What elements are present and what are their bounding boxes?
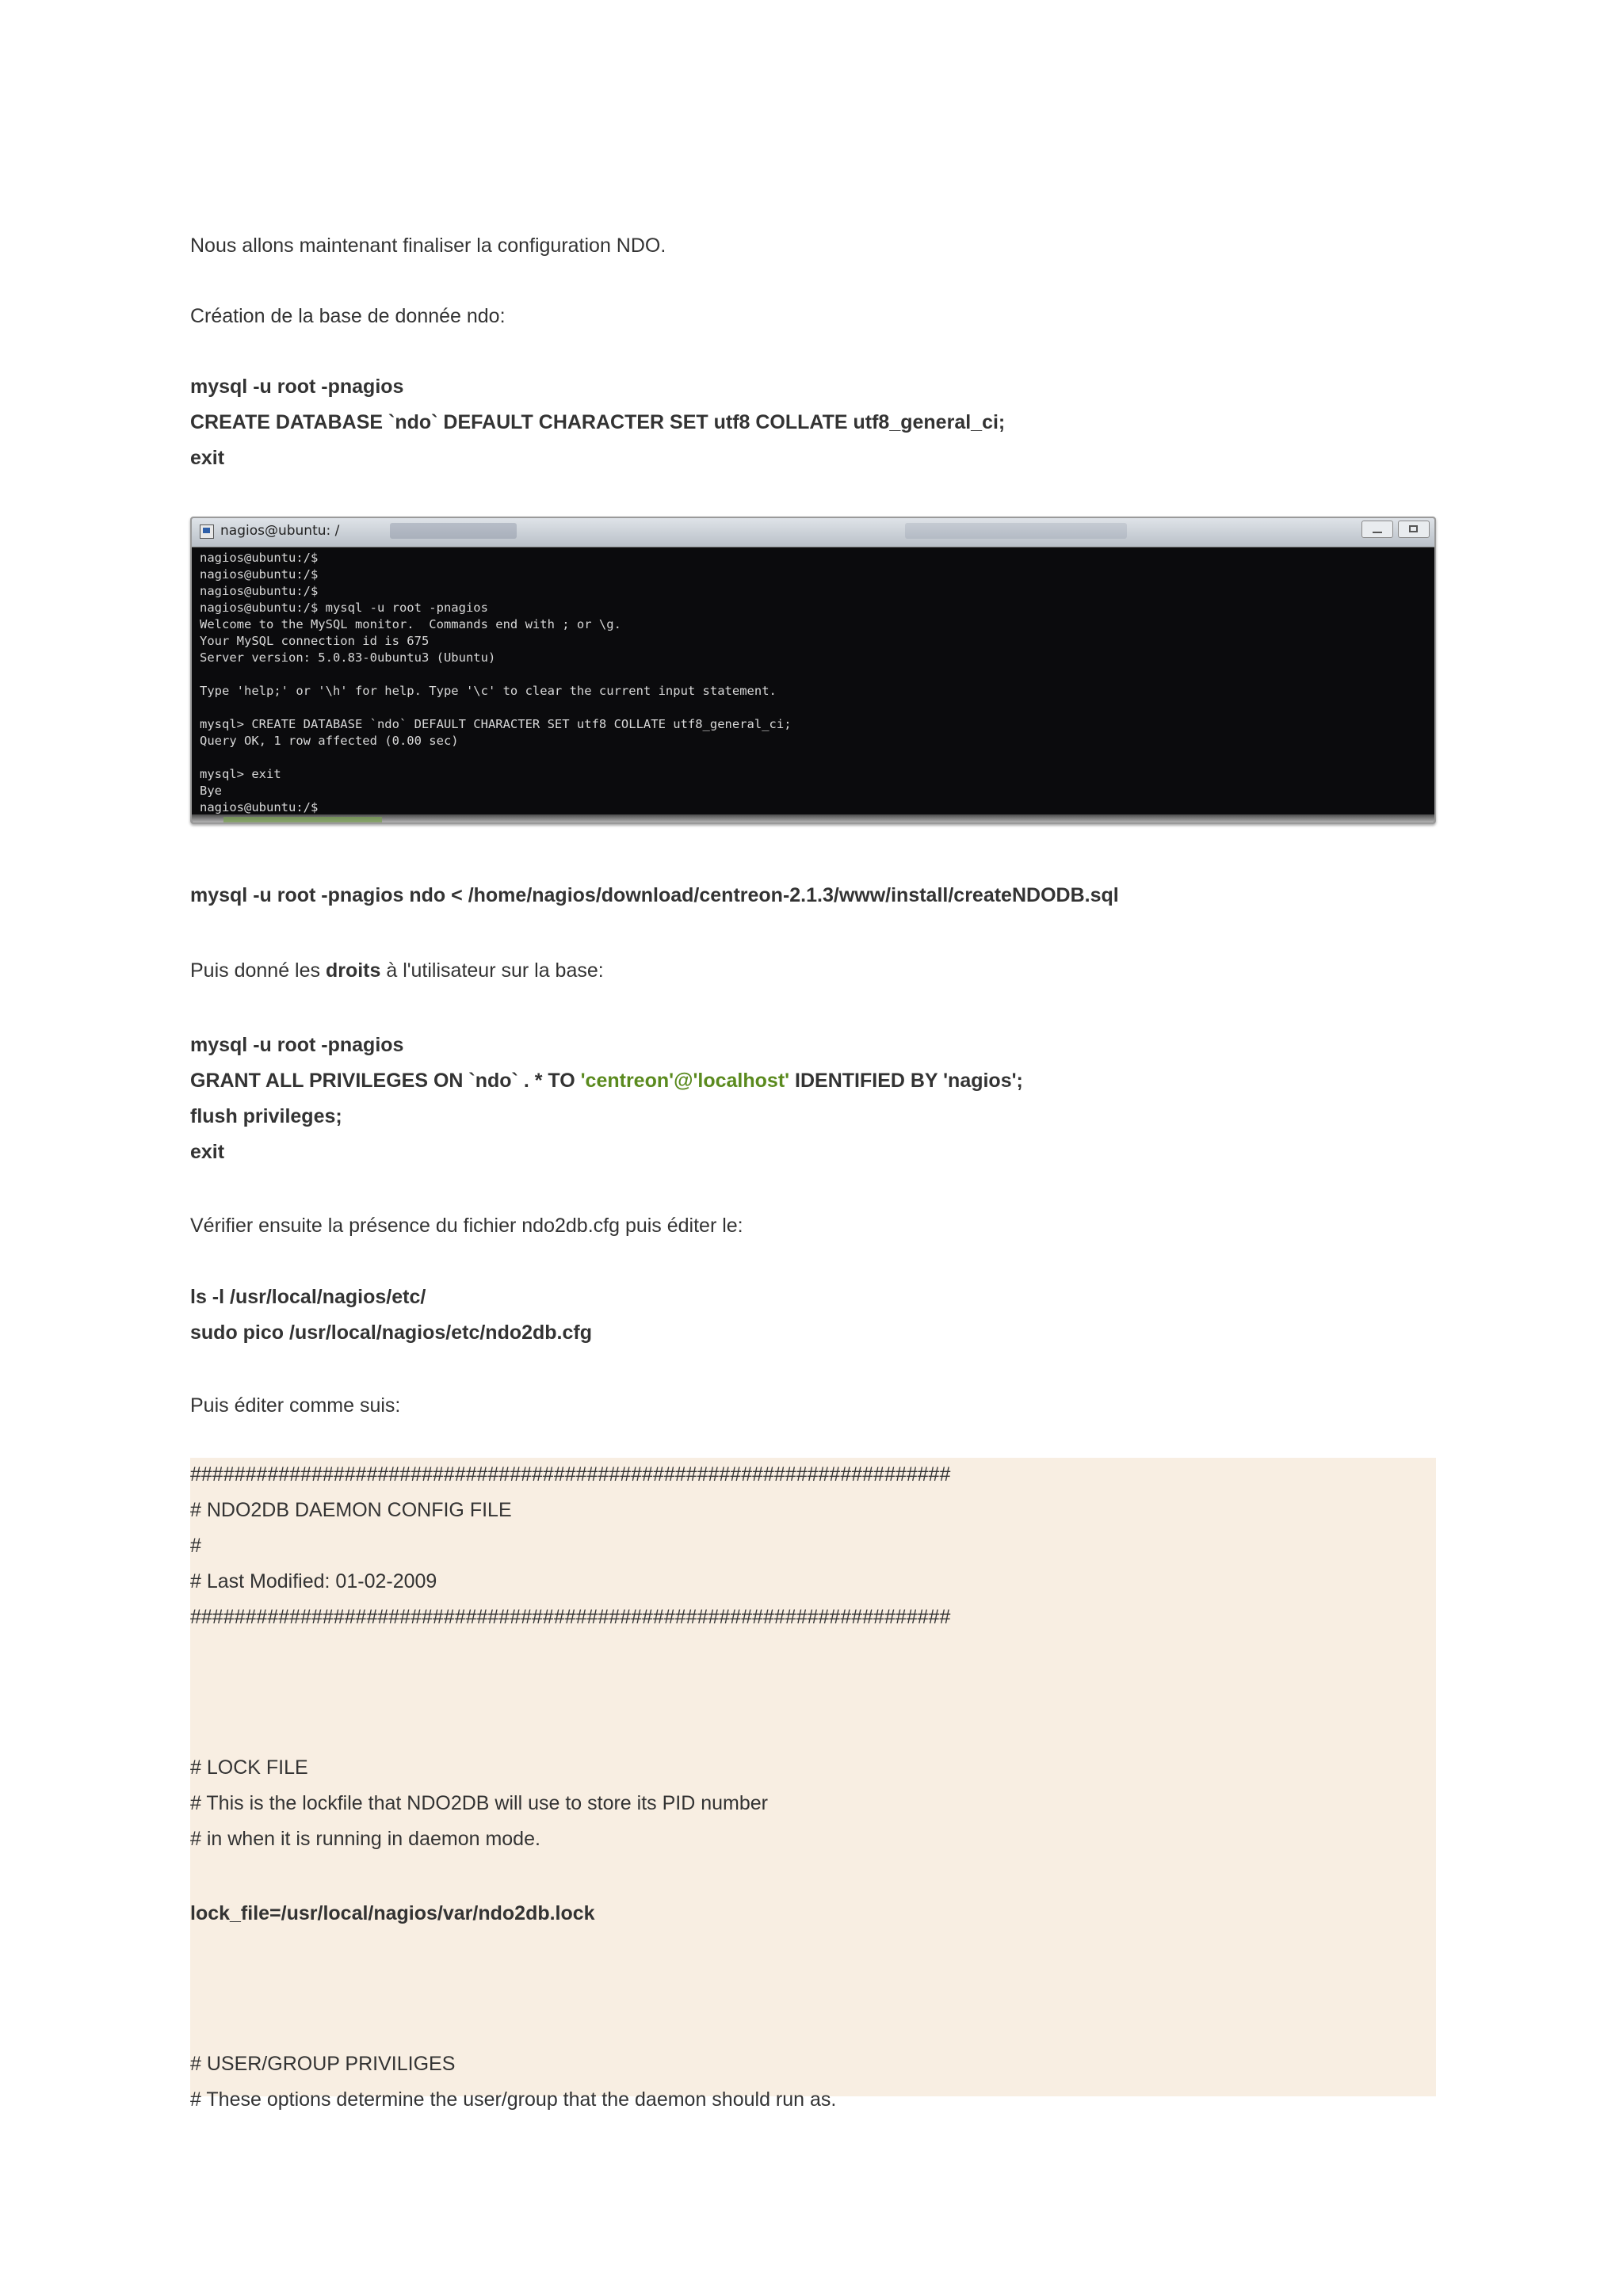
- config-user-title: # USER/GROUP PRIVILIGES: [190, 2053, 456, 2075]
- edit-paragraph: Puis éditer comme suis:: [190, 1394, 401, 1417]
- config-hash-line: #####################################################################: [190, 1463, 951, 1486]
- command-exit-2: exit: [190, 1141, 225, 1163]
- terminal-line: [200, 749, 792, 766]
- terminal-line: mysql> CREATE DATABASE `ndo` DEFAULT CHARACTER SET utf8 COLLATE utf8_general_ci;: [200, 717, 792, 731]
- config-lock-desc: # in when it is running in daemon mode.: [190, 1828, 540, 1850]
- terminal-line: Query OK, 1 row affected (0.00 sec): [200, 734, 459, 748]
- terminal-output: [200, 550, 792, 816]
- grant-suffix: IDENTIFIED BY 'nagios';: [789, 1070, 1023, 1092]
- terminal-line: Bye: [200, 784, 222, 798]
- grant-paragraph: [190, 959, 604, 982]
- terminal-line: nagios@ubuntu:/$: [200, 551, 319, 565]
- command-import-sql: mysql -u root -pnagios ndo < /home/nagios/download/centreon-2.1.3/www/install/createNDODB.sql: [190, 884, 1119, 906]
- terminal-line: mysql> exit: [200, 767, 281, 781]
- taskbar-blur: [905, 523, 1127, 539]
- command-mysql-login-2: mysql -u root -pnagios: [190, 1034, 404, 1056]
- command-ls-etc: ls -l /usr/local/nagios/etc/: [190, 1286, 426, 1308]
- terminal-title: nagios@ubuntu: /: [220, 523, 340, 539]
- terminal-line: [200, 666, 792, 683]
- config-user-desc: # These options determine the user/group that the daemon should run as.: [190, 2088, 837, 2111]
- create-db-paragraph: Création de la base de donnée ndo:: [190, 305, 506, 327]
- command-create-database: CREATE DATABASE `ndo` DEFAULT CHARACTER SET utf8 COLLATE utf8_general_ci;: [190, 411, 1006, 433]
- terminal-line: nagios@ubuntu:/$ mysql -u root -pnagios: [200, 601, 488, 615]
- minimize-icon[interactable]: [1361, 521, 1393, 538]
- command-flush: flush privileges;: [190, 1105, 342, 1127]
- terminal-line: nagios@ubuntu:/$: [200, 567, 319, 582]
- grant-user: 'centreon'@'localhost': [580, 1070, 790, 1092]
- config-header-blank: #: [190, 1535, 201, 1557]
- terminal-line: Type 'help;' or '\h' for help. Type '\c' to clear the current input statement.: [200, 684, 777, 698]
- command-mysql-login: mysql -u root -pnagios: [190, 376, 404, 398]
- config-hash-line: #####################################################################: [190, 1606, 951, 1628]
- grant-text-bold: droits: [325, 959, 381, 982]
- terminal-line: Server version: 5.0.83-0ubuntu3 (Ubuntu): [200, 650, 496, 665]
- command-grant: [190, 1069, 1023, 1093]
- terminal-icon: [200, 524, 214, 539]
- grant-prefix: GRANT ALL PRIVILEGES ON `ndo` . * TO: [190, 1070, 581, 1092]
- command-exit: exit: [190, 447, 225, 469]
- config-lock-file: lock_file=/usr/local/nagios/var/ndo2db.lock: [190, 1902, 595, 1924]
- command-pico-cfg: sudo pico /usr/local/nagios/etc/ndo2db.cfg: [190, 1322, 593, 1344]
- config-lock-title: # LOCK FILE: [190, 1756, 308, 1779]
- terminal-screenshot: [190, 517, 1436, 824]
- intro-paragraph: Nous allons maintenant finaliser la configuration NDO.: [190, 235, 666, 257]
- terminal-line: nagios@ubuntu:/$: [200, 584, 319, 598]
- config-last-modified: # Last Modified: 01-02-2009: [190, 1570, 437, 1592]
- verify-paragraph: Vérifier ensuite la présence du fichier ndo2db.cfg puis éditer le:: [190, 1215, 743, 1237]
- maximize-icon[interactable]: [1398, 521, 1430, 538]
- terminal-line: Your MySQL connection id is 675: [200, 634, 430, 648]
- terminal-titlebar: [192, 518, 1434, 547]
- terminal-line: nagios@ubuntu:/$: [200, 800, 319, 814]
- config-lock-desc: # This is the lockfile that NDO2DB will use to store its PID number: [190, 1792, 768, 1814]
- terminal-line: [200, 700, 792, 716]
- terminal-line: Welcome to the MySQL monitor. Commands end with ; or \g.: [200, 617, 621, 631]
- grant-text-before: Puis donné les: [190, 959, 326, 982]
- terminal-bottom-edge: [192, 814, 1434, 822]
- config-file-block: [190, 1458, 1436, 2096]
- taskbar-blur: [390, 523, 517, 539]
- grant-text-after: à l'utilisateur sur la base:: [380, 959, 604, 982]
- config-header-title: # NDO2DB DAEMON CONFIG FILE: [190, 1499, 512, 1521]
